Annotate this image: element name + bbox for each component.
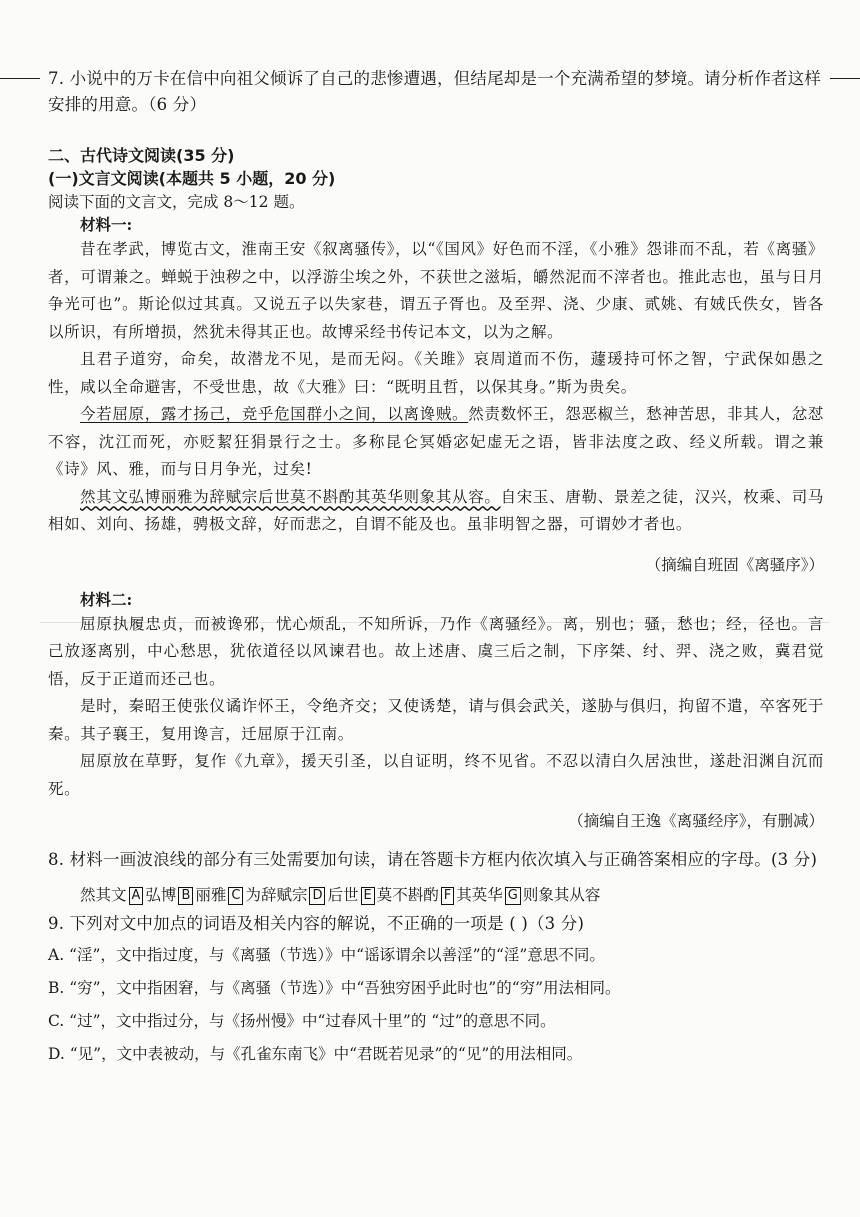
punctuation-prefix: 然其文 (80, 886, 127, 904)
segment-g: 则象其从容 (522, 886, 601, 904)
option-b: B. “穷”，文中指困窘，与《离骚（节选）》中“吾独穷困乎此时也”的“穷”用法相同。 (48, 979, 621, 997)
letter-box-b: B (178, 887, 193, 905)
section-2-1-heading: (一)文言文阅读(本题共 5 小题，20 分) (48, 169, 336, 188)
material-1-paragraph-3 (48, 401, 824, 484)
option-c: C. “过”，文中指过分，与《扬州慢》中“过春风十里”的 “过”的意思不同。 (48, 1012, 556, 1030)
material-1-paragraph-4 (48, 484, 824, 539)
letter-box-c: C (228, 887, 243, 905)
document-body (48, 66, 824, 1071)
material-2-title: 材料二: (80, 589, 133, 609)
reading-instruction: 阅读下面的文言文，完成 8～12 题。 (48, 193, 305, 211)
segment-b: 丽雅 (195, 886, 227, 904)
option-d: D. “见”，文中表被动，与《孔雀东南飞》中“君既若见录”的“见”的用法相同。 (48, 1045, 583, 1063)
material-2-source: （摘编自王逸《离骚经序》，有删减） (568, 812, 824, 830)
segment-a: 弘博 (145, 886, 177, 904)
letter-box-a: A (129, 887, 144, 905)
punctuation-line (48, 881, 824, 909)
margin-rule-right (830, 78, 860, 79)
material-2-paragraph-1: 屈原执履忠贞，而被谗邪，忧心烦乱，不知所诉，乃作《离骚经》。离，别也；骚，愁也；经，径也。言己放逐离别，中心愁思，犹依道径以风谏君也。故上述唐、虞三后之制，下序桀、纣、羿、浇之败，冀君觉悟，反于正道而还己也。 (48, 614, 824, 688)
material-1-paragraph-2: 且君子道穷，命矣，故潜龙不见，是而无闷。《关雎》哀周道而不伤，蘧瑗持可怀之智，宁武保如愚之性，咸以全命避害，不受世患，故《大雅》曰：“既明且哲，以保其身。”斯为贵矣。 (48, 350, 824, 396)
underlined-sentence: 今若屈原，露才扬己，竞乎危国群小之间，以离谗贼。 (80, 405, 469, 423)
material-1-title: 材料一: (80, 215, 133, 234)
paragraph-4-rest: 自宋玉、唐勒、景差之徒，汉兴，枚乘、司马相如、刘向、扬雄，骋极文辞，好而悲之，自谓不能及也。虽非明智之器，可谓妙才者也。 (48, 487, 824, 533)
material-1-paragraph-1: 昔在孝武，博览古文，淮南王安《叙离骚传》，以“《国风》好色而不淫，《小雅》怨诽而不乱，若《离骚》者，可谓兼之。蝉蜕于浊秽之中，以浮游尘埃之外，不获世之滋垢，皭然泥而不滓者也。推此志也，虽与日月争光可也”。斯论似过其真。又说五子以失家巷，谓五子胥也。及至羿、浇、少康、贰姚、有娀氏佚女，皆各以所识，有所增损，然犹未得其正也。故博采经书传记本文，以为之解。 (48, 240, 824, 341)
letter-box-e: E (361, 887, 375, 905)
option-a: A. “淫”，文中指过度，与《离骚（节选）》中“谣诼谓余以善淫”的“淫”意思不同。 (48, 946, 605, 964)
material-2-paragraph-3: 屈原放在草野，复作《九章》，援天引圣，以自证明，终不见省。不忍以清白久居浊世，遂赴汨渊自沉而死。 (48, 752, 824, 798)
segment-f: 其英华 (456, 886, 503, 904)
question-7: 7. 小说中的万卡在信中向祖父倾诉了自己的悲惨遭遇，但结尾却是一个充满希望的梦境。请分析作者这样安排的用意。（6 分） (48, 69, 822, 114)
letter-box-g: G (505, 887, 521, 905)
question-9: 9. 下列对文中加点的词语及相关内容的解说，不正确的一项是 ( )（3 分) (48, 914, 585, 933)
segment-e: 莫不斟酌 (376, 886, 439, 904)
letter-box-d: D (309, 887, 325, 905)
section-2-heading: 二、古代诗文阅读(35 分) (48, 146, 235, 165)
material-1-source: （摘编自班固《离骚序》） (645, 555, 824, 574)
wavy-underlined-sentence: 然其文弘博丽雅为辞赋宗后世莫不斟酌其英华则象其从容。 (80, 487, 501, 506)
paragraph-3-rest: 然责数怀王，怨恶椒兰，愁神苦思，非其人，忿怼不容，沈江而死，亦贬絜狂狷景行之士。多称昆仑冥婚宓妃虚无之语，皆非法度之政、经义所载。谓之兼《诗》风、雅，而与日月争光，过矣! (48, 405, 825, 478)
question-8: 8. 材料一画波浪线的部分有三处需要加句读，请在答题卡方框内依次填入与正确答案相应的字母。(3 分) (48, 850, 818, 869)
segment-d: 后世 (327, 886, 359, 904)
margin-rule-left (0, 78, 40, 79)
letter-box-f: F (441, 887, 454, 905)
material-2-paragraph-2: 是时，秦昭王使张仪谲诈怀王，令绝齐交；又使诱楚，请与俱会武关，遂胁与俱归，拘留不遣，卒客死于秦。其子襄王，复用谗言，迁屈原于江南。 (48, 697, 824, 743)
segment-c: 为辞赋宗 (245, 886, 308, 904)
